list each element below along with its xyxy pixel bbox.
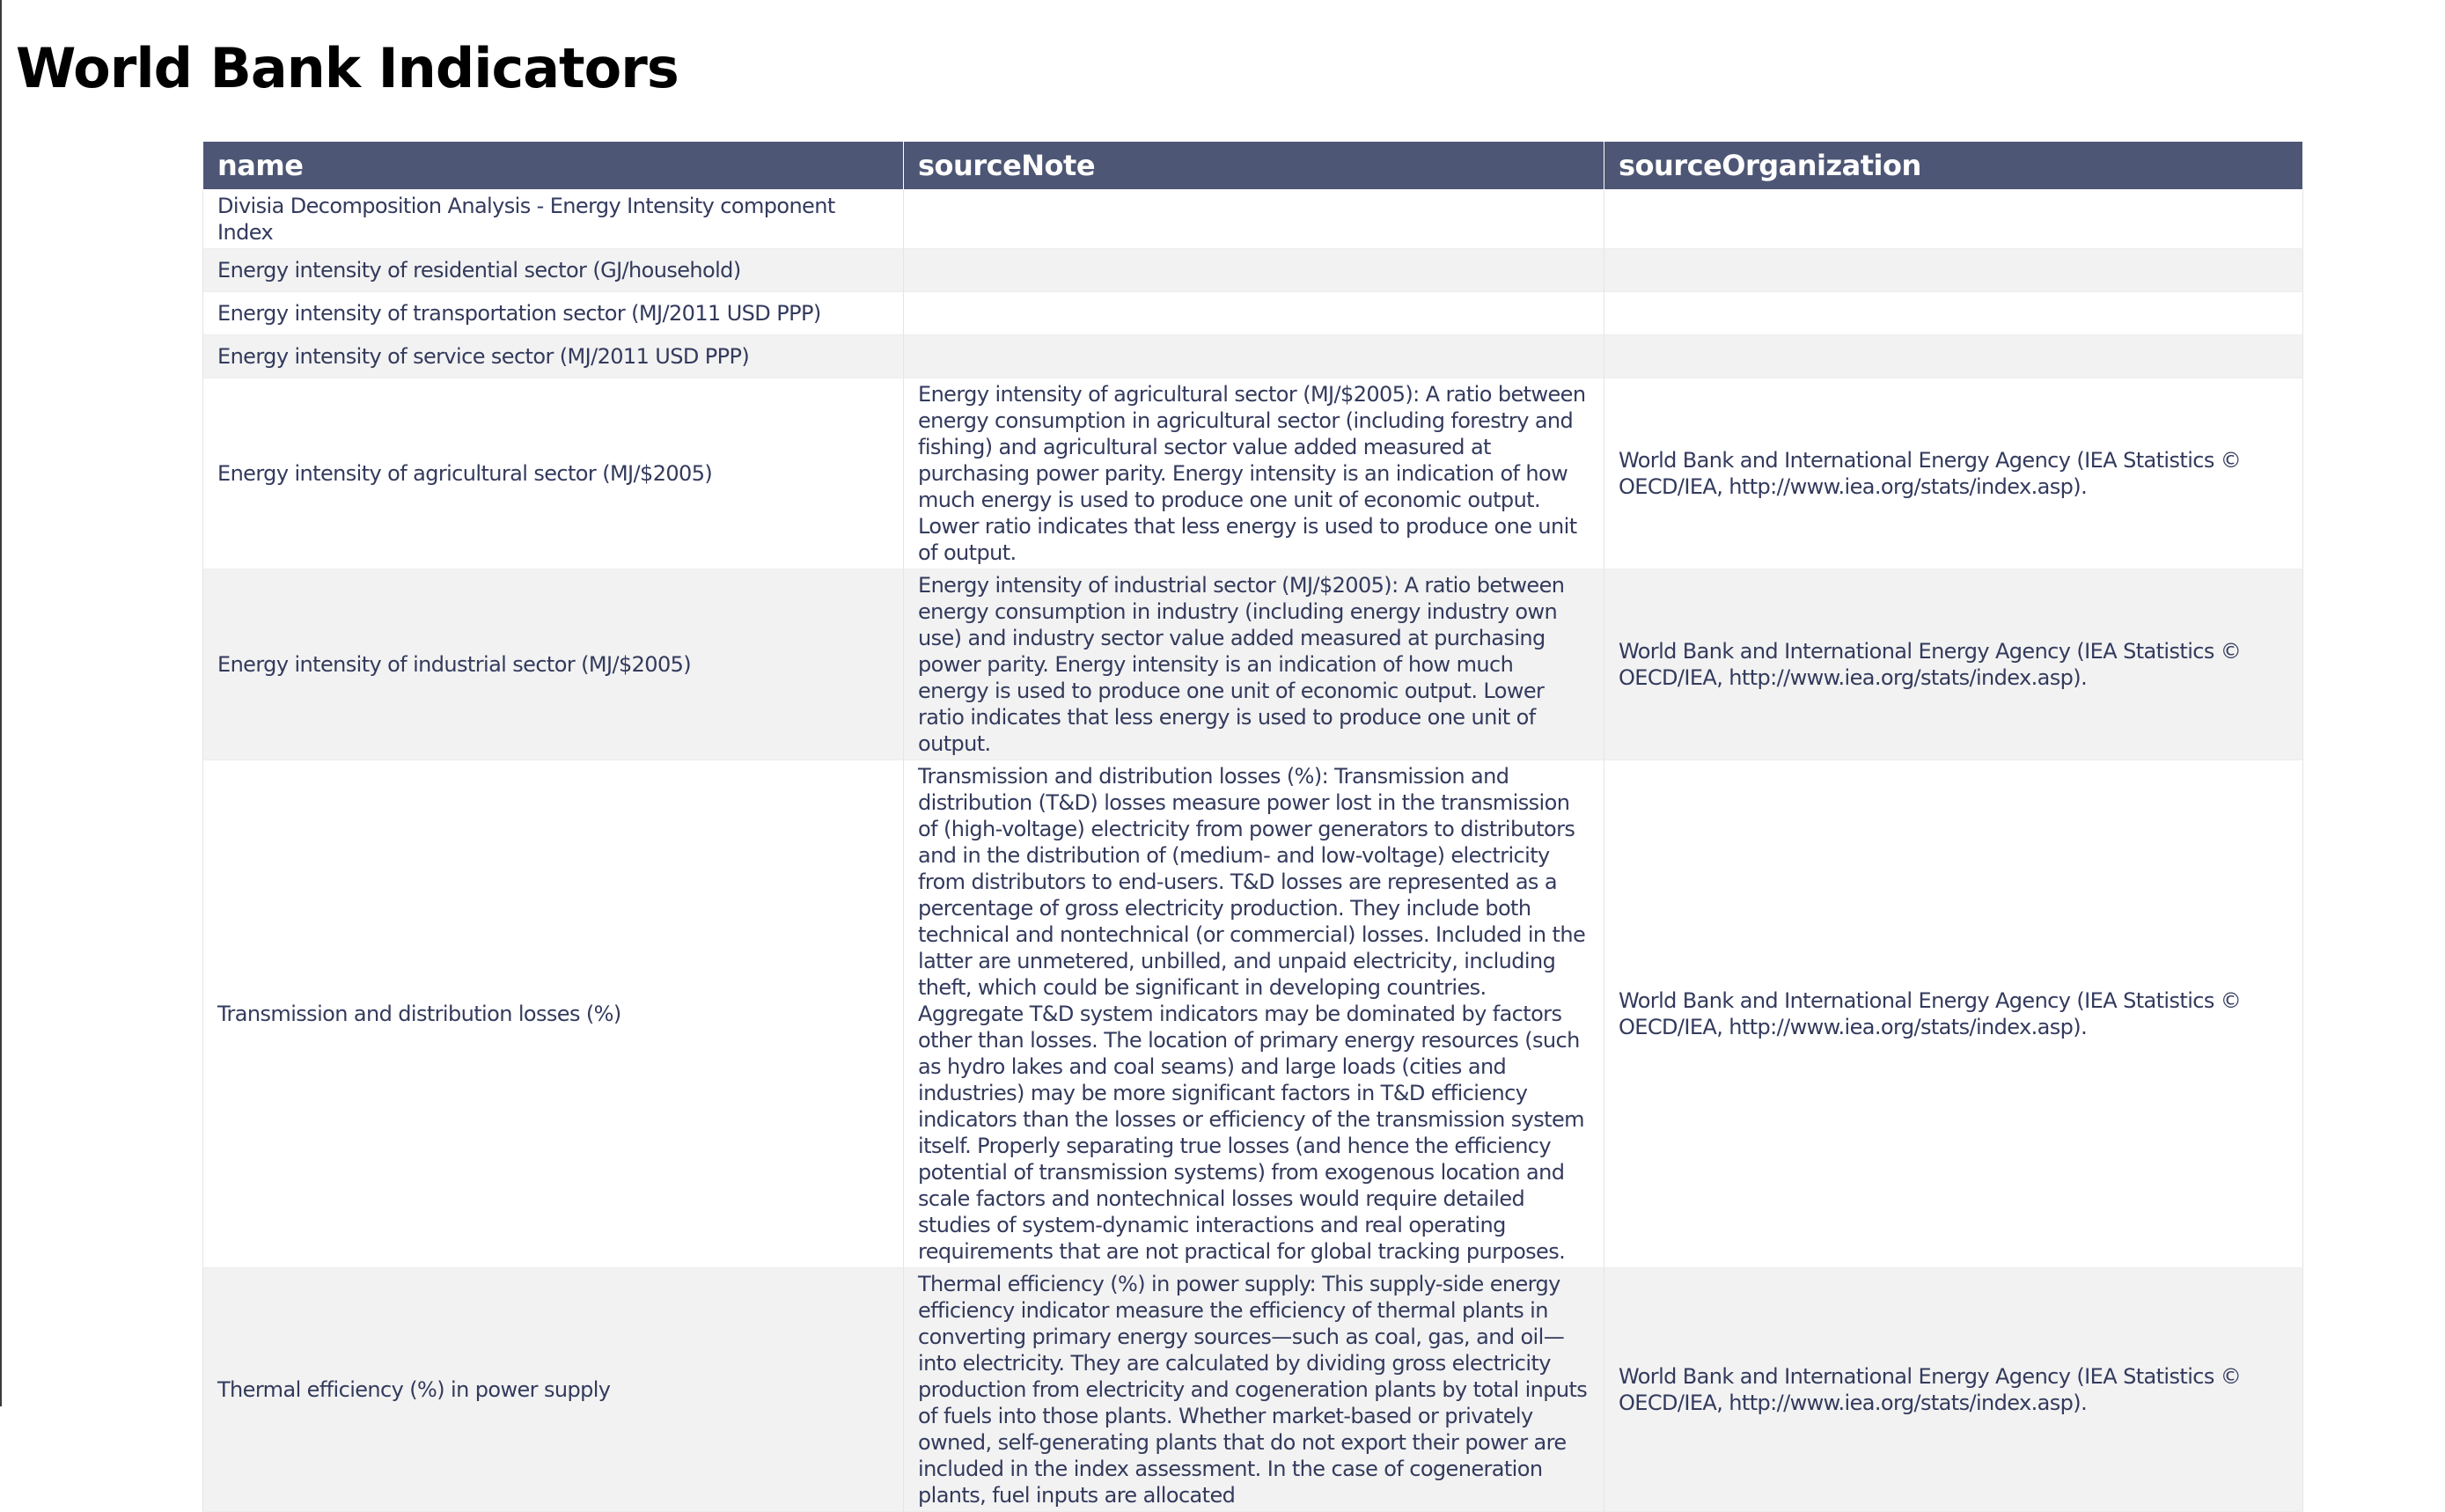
table-row [203,335,2303,378]
cell-source-organization: World Bank and International Energy Agency (IEA Statistics © OECD/IEA, http://www.iea.org/stats/index.asp). [1604,378,2303,569]
cell-source-organization [1604,335,2303,378]
cell-name: Thermal efficiency (%) in power supply [203,1268,904,1512]
cell-source-note: Energy intensity of industrial sector (MJ/$2005): A ratio between energy consumption in industry (including energy industry own use) and industry sector value added measured at purchasing power parity. Energy intensity is an indication of how much energy is used to produce one unit of economic output. Lower ratio indicates that less energy is used to produce one unit of output. [904,569,1604,760]
cell-source-organization: World Bank and International Energy Agency (IEA Statistics © OECD/IEA, http://www.iea.org/stats/index.asp). [1604,1268,2303,1512]
table-row [203,569,2303,760]
cell-name: Divisia Decomposition Analysis - Energy Intensity component Index [203,190,904,249]
cell-source-note: Transmission and distribution losses (%): Transmission and distribution (T&D) losses measure power lost in the transmission of (high-voltage) electricity from power generators to distributors and in the distribution of (medium- and low-voltage) electricity from distributors to end-users. T&D losses are represented as a percentage of gross electricity production. They include both technical and nontechnical (or commercial) losses. Included in the latter are unmetered, unbilled, and unpaid electricity, including theft, which could be significant in developing countries. Aggregate T&D system indicators may be dominated by factors other than losses. The location of primary energy resources (such as hydro lakes and coal seams) and large loads (cities and industries) may be more significant factors in T&D efficiency indicators than the losses or efficiency of the transmission system itself. Properly separating true losses (and hence the efficiency potential of transmission systems) from exogenous location and scale factors and nontechnical losses would require detailed studies of system-dynamic interactions and real operating requirements that are not practical for global tracking purposes. [904,760,1604,1268]
column-header-source-organization: sourceOrganization [1604,142,2303,190]
table-row [203,378,2303,569]
cell-name: Energy intensity of transportation sector (MJ/2011 USD PPP) [203,292,904,335]
indicators-table [202,141,2303,1512]
page-title: World Bank Indicators [16,36,679,100]
cell-name: Transmission and distribution losses (%) [203,760,904,1268]
table-row [203,1268,2303,1512]
cell-name: Energy intensity of industrial sector (MJ/$2005) [203,569,904,760]
cell-source-organization: World Bank and International Energy Agency (IEA Statistics © OECD/IEA, http://www.iea.org/stats/index.asp). [1604,760,2303,1268]
cell-source-note [904,190,1604,249]
cell-source-note [904,292,1604,335]
table-row [203,292,2303,335]
cell-name: Energy intensity of service sector (MJ/2011 USD PPP) [203,335,904,378]
cell-source-note: Energy intensity of agricultural sector (MJ/$2005): A ratio between energy consumption in agricultural sector (including forestry and fishing) and agricultural sector value added measured at purchasing power parity. Energy intensity is an indication of how much energy is used to produce one unit of economic output. Lower ratio indicates that less energy is used to produce one unit of output. [904,378,1604,569]
cell-name: Energy intensity of residential sector (GJ/household) [203,249,904,292]
column-header-name: name [203,142,904,190]
cell-source-organization [1604,249,2303,292]
table-row [203,190,2303,249]
cell-source-note: Thermal efficiency (%) in power supply: This supply-side energy efficiency indicator measure the efficiency of thermal plants in converting primary energy sources—such as coal, gas, and oil—into electricity. They are calculated by dividing gross electricity production from electricity and cogeneration plants by total inputs of fuels into those plants. Whether market-based or privately owned, self-generating plants that do not export their power are included in the index assessment. In the case of cogeneration plants, fuel inputs are allocated [904,1268,1604,1512]
cell-source-note [904,335,1604,378]
table-row [203,249,2303,292]
cell-source-organization: World Bank and International Energy Agency (IEA Statistics © OECD/IEA, http://www.iea.org/stats/index.asp). [1604,569,2303,760]
column-header-source-note: sourceNote [904,142,1604,190]
table-row [203,760,2303,1268]
cell-name: Energy intensity of agricultural sector (MJ/$2005) [203,378,904,569]
cell-source-note [904,249,1604,292]
indicators-table-container [202,141,2302,1512]
left-window-edge [0,0,2,1406]
table-header-row [203,142,2303,190]
cell-source-organization [1604,190,2303,249]
cell-source-organization [1604,292,2303,335]
